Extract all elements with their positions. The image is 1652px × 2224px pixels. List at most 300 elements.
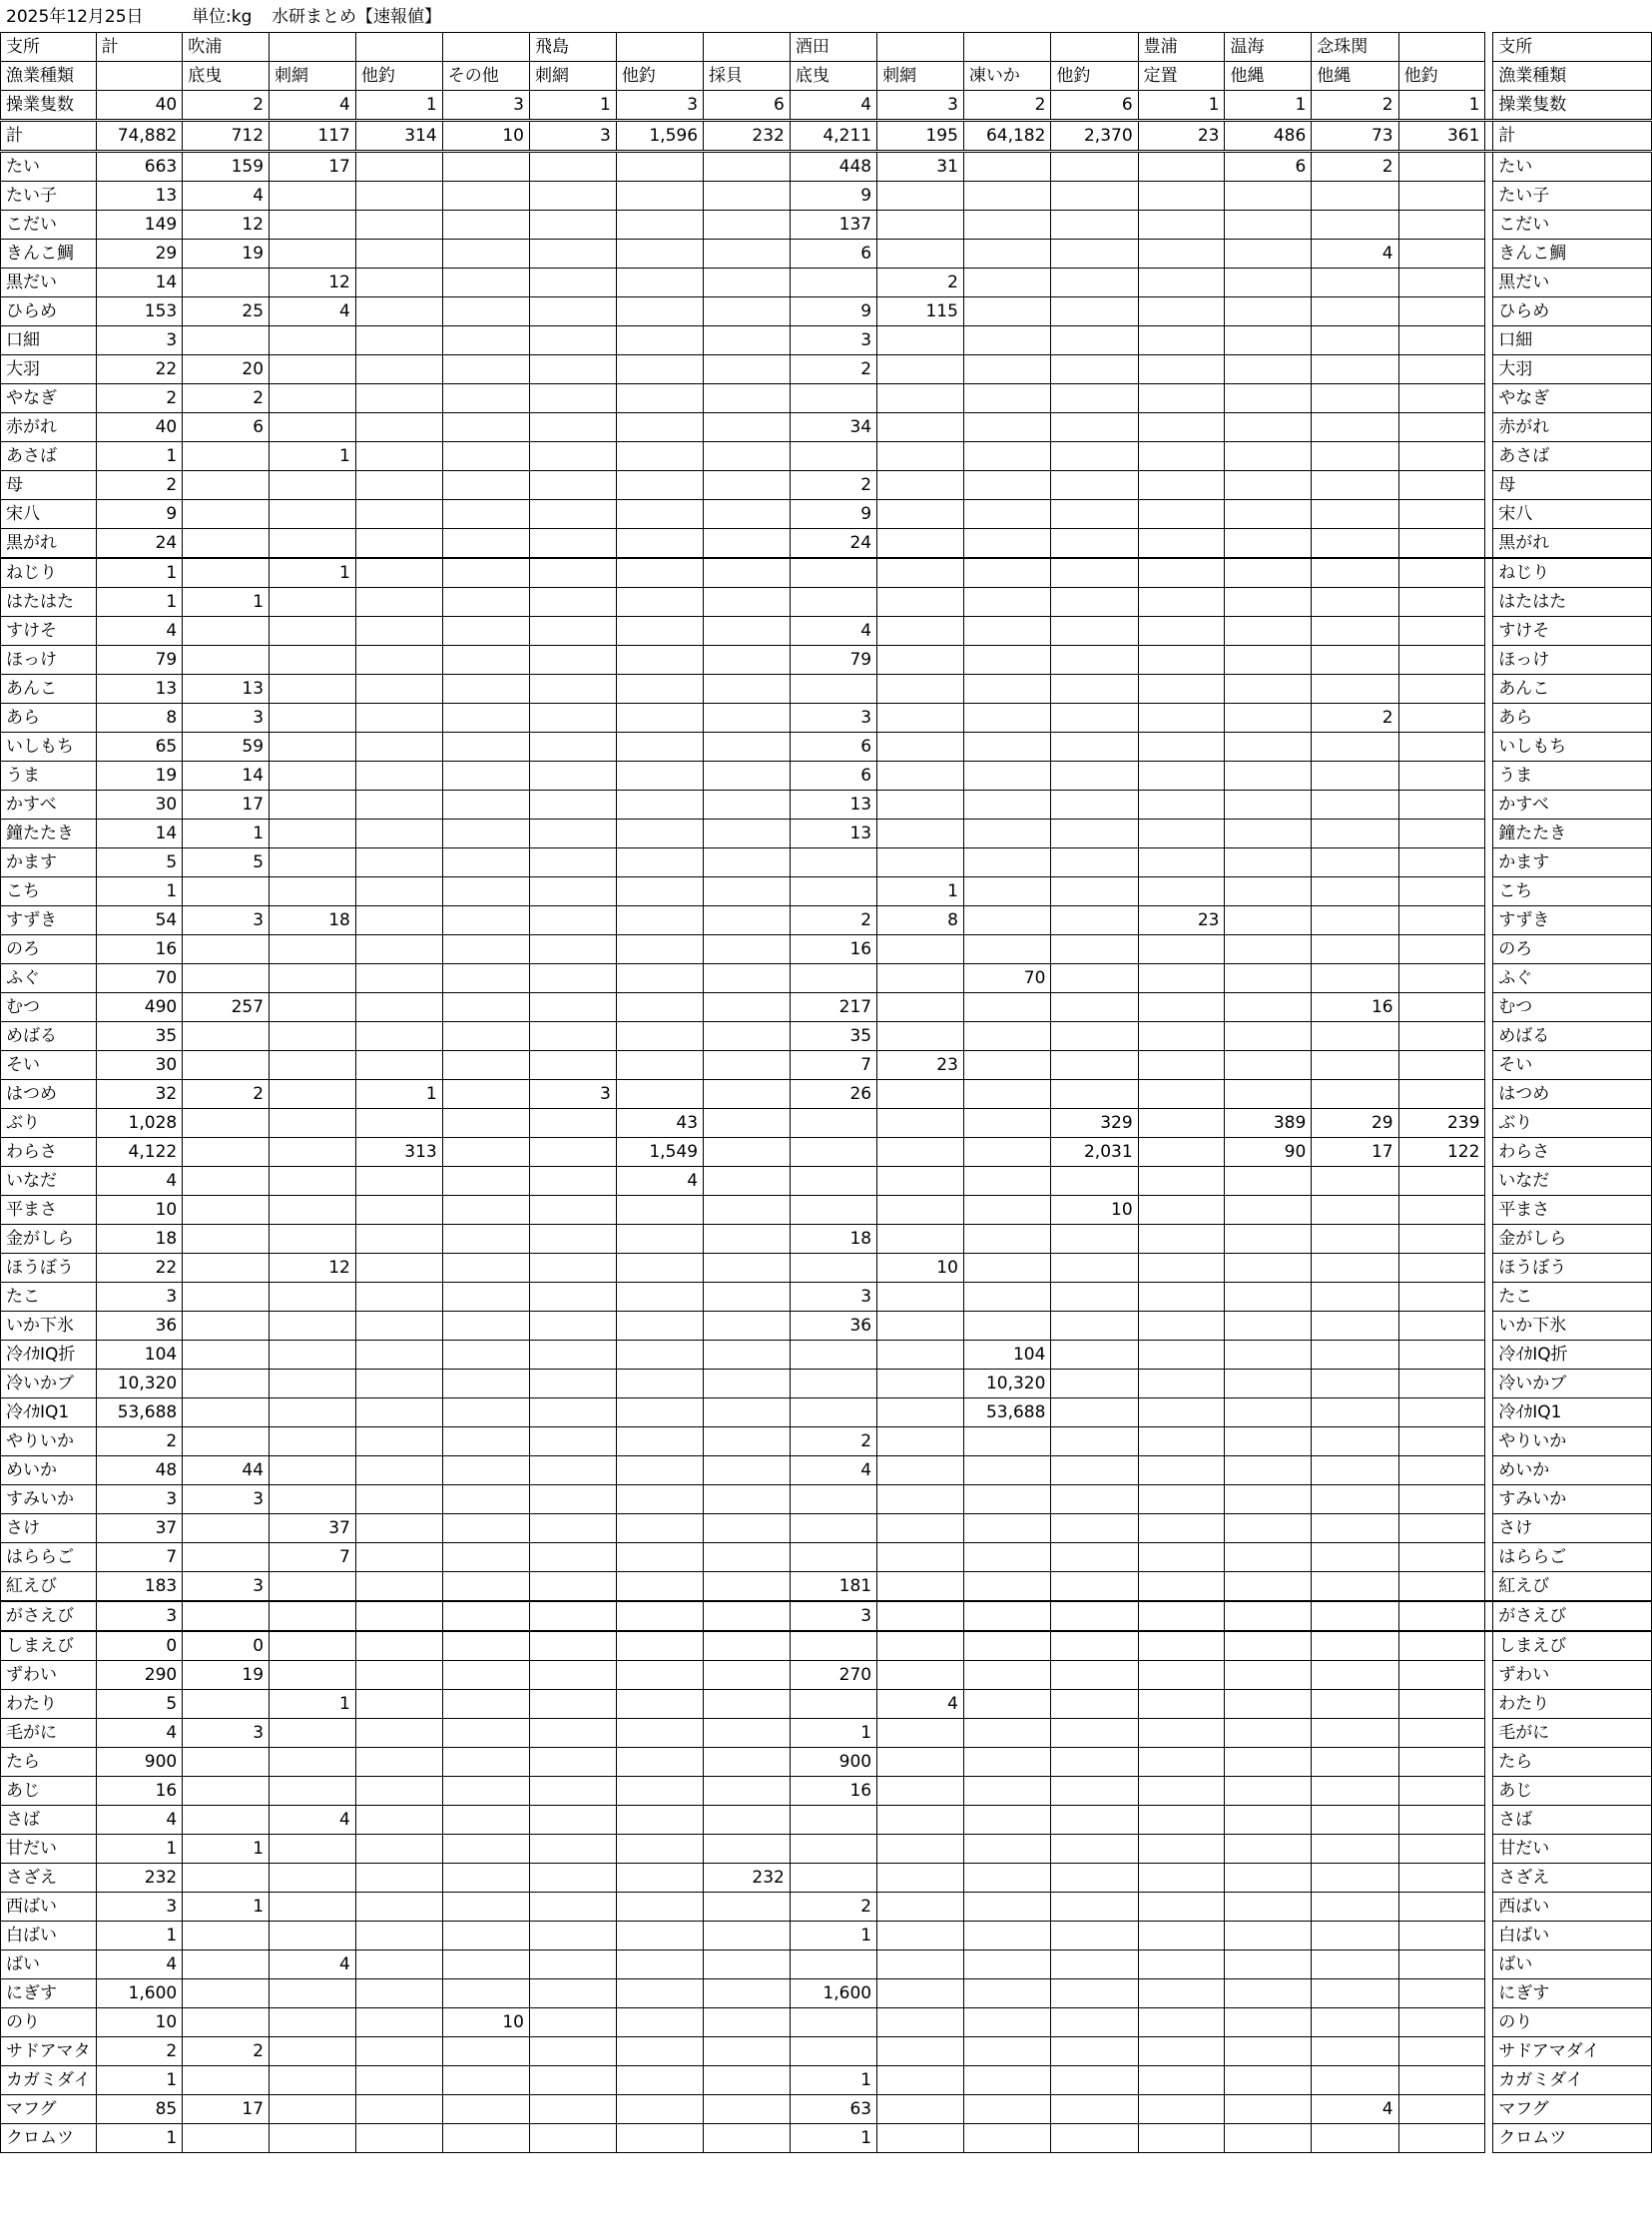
value-cell[interactable] [1051, 1543, 1138, 1572]
value-cell[interactable] [704, 1806, 791, 1835]
value-cell[interactable]: 36 [790, 1312, 876, 1341]
value-cell[interactable] [1138, 1138, 1225, 1167]
value-cell[interactable]: 36 [96, 1312, 183, 1341]
value-cell[interactable]: 1 [96, 1835, 183, 1864]
species-name[interactable]: 黒がれ [1, 529, 97, 559]
value-cell[interactable] [616, 733, 703, 762]
value-cell[interactable]: 6 [1051, 91, 1138, 121]
value-cell[interactable] [616, 1893, 703, 1922]
species-name-right[interactable]: のろ [1493, 935, 1652, 964]
value-cell[interactable]: 137 [790, 211, 876, 240]
species-name[interactable]: ねじり [1, 558, 97, 588]
value-cell[interactable] [704, 877, 791, 906]
value-cell[interactable] [1225, 2066, 1312, 2095]
value-cell[interactable]: 4 [96, 1167, 183, 1196]
value-cell[interactable] [1398, 1514, 1485, 1543]
species-name-right[interactable]: めいか [1493, 1456, 1652, 1485]
species-name-right[interactable]: かます [1493, 848, 1652, 877]
value-cell[interactable] [616, 617, 703, 646]
value-cell[interactable] [1138, 1777, 1225, 1806]
value-cell[interactable] [442, 848, 529, 877]
value-cell[interactable] [529, 1398, 616, 1427]
value-cell[interactable]: 24 [96, 529, 183, 559]
value-cell[interactable] [963, 1719, 1051, 1748]
value-cell[interactable] [442, 1485, 529, 1514]
species-name[interactable]: わらさ [1, 1138, 97, 1167]
species-name-right[interactable]: あら [1493, 704, 1652, 733]
value-cell[interactable] [704, 1167, 791, 1196]
value-cell[interactable]: 1 [1398, 91, 1485, 121]
value-cell[interactable]: 20 [183, 355, 270, 384]
value-cell[interactable] [442, 993, 529, 1022]
species-name[interactable]: たい子 [1, 182, 97, 211]
value-cell[interactable] [529, 1312, 616, 1341]
value-cell[interactable] [1051, 269, 1138, 297]
value-cell[interactable] [1398, 1022, 1485, 1051]
value-cell[interactable]: 37 [96, 1514, 183, 1543]
value-cell[interactable] [1398, 413, 1485, 442]
value-cell[interactable] [1225, 1485, 1312, 1514]
value-cell[interactable] [1138, 733, 1225, 762]
value-cell[interactable] [529, 762, 616, 791]
value-cell[interactable]: 2 [1312, 152, 1398, 182]
value-cell[interactable]: 23 [877, 1051, 964, 1080]
value-cell[interactable] [790, 1690, 876, 1719]
value-cell[interactable] [270, 2066, 356, 2095]
value-cell[interactable] [1225, 1631, 1312, 1661]
value-cell[interactable]: 486 [1225, 121, 1312, 152]
value-cell[interactable] [877, 1485, 964, 1514]
value-cell[interactable] [442, 182, 529, 211]
value-cell[interactable] [616, 1806, 703, 1835]
value-cell[interactable] [1138, 2066, 1225, 2095]
value-cell[interactable] [1225, 529, 1312, 559]
value-cell[interactable] [1398, 384, 1485, 413]
value-cell[interactable]: 663 [96, 152, 183, 182]
value-cell[interactable] [963, 1601, 1051, 1631]
value-cell[interactable] [529, 1806, 616, 1835]
value-cell[interactable] [1225, 1196, 1312, 1225]
value-cell[interactable] [442, 1254, 529, 1283]
value-cell[interactable]: 1,600 [96, 1979, 183, 2008]
value-cell[interactable]: 10 [877, 1254, 964, 1283]
value-cell[interactable] [1225, 1661, 1312, 1690]
value-cell[interactable] [355, 1864, 442, 1893]
value-cell[interactable]: 1 [790, 1719, 876, 1748]
species-name-right[interactable]: さけ [1493, 1514, 1652, 1543]
value-cell[interactable]: 1 [355, 1080, 442, 1109]
value-cell[interactable]: 40 [96, 91, 183, 121]
row-label-right[interactable]: 漁業種類 [1493, 62, 1652, 91]
value-cell[interactable] [616, 1225, 703, 1254]
value-cell[interactable] [704, 1254, 791, 1283]
value-cell[interactable] [1051, 326, 1138, 355]
value-cell[interactable] [442, 1661, 529, 1690]
value-cell[interactable] [1398, 588, 1485, 617]
value-cell[interactable] [1225, 442, 1312, 471]
value-cell[interactable] [790, 269, 876, 297]
value-cell[interactable] [704, 964, 791, 993]
species-name-right[interactable]: きんこ鯛 [1493, 240, 1652, 269]
value-cell[interactable] [1051, 1312, 1138, 1341]
value-cell[interactable] [1398, 1254, 1485, 1283]
value-cell[interactable] [355, 1601, 442, 1631]
value-cell[interactable] [1398, 1777, 1485, 1806]
value-cell[interactable] [963, 2095, 1051, 2124]
value-cell[interactable]: 257 [183, 993, 270, 1022]
value-cell[interactable] [1138, 791, 1225, 820]
value-cell[interactable]: 32 [96, 1080, 183, 1109]
value-cell[interactable] [704, 617, 791, 646]
value-cell[interactable] [1312, 2008, 1398, 2037]
species-name[interactable]: にぎす [1, 1979, 97, 2008]
value-cell[interactable] [963, 355, 1051, 384]
value-cell[interactable] [1225, 1777, 1312, 1806]
species-name[interactable]: 口細 [1, 326, 97, 355]
value-cell[interactable]: 329 [1051, 1109, 1138, 1138]
species-name-right[interactable]: やりいか [1493, 1427, 1652, 1456]
value-cell[interactable] [1398, 529, 1485, 559]
value-cell[interactable] [877, 1864, 964, 1893]
value-cell[interactable]: 153 [96, 297, 183, 326]
value-cell[interactable] [616, 1283, 703, 1312]
value-cell[interactable] [1312, 2124, 1398, 2153]
value-cell[interactable] [270, 993, 356, 1022]
value-cell[interactable] [355, 1254, 442, 1283]
value-cell[interactable] [877, 848, 964, 877]
value-cell[interactable] [529, 848, 616, 877]
value-cell[interactable]: 232 [96, 1864, 183, 1893]
value-cell[interactable]: 217 [790, 993, 876, 1022]
value-cell[interactable]: 1 [270, 558, 356, 588]
value-cell[interactable] [529, 1777, 616, 1806]
value-cell[interactable] [529, 355, 616, 384]
value-cell[interactable] [1312, 820, 1398, 848]
value-cell[interactable]: 9 [790, 500, 876, 529]
species-name[interactable]: クロムツ [1, 2124, 97, 2153]
value-cell[interactable] [963, 733, 1051, 762]
value-cell[interactable] [183, 2008, 270, 2037]
value-cell[interactable] [1398, 1370, 1485, 1398]
value-cell[interactable] [704, 1748, 791, 1777]
value-cell[interactable] [529, 558, 616, 588]
species-name[interactable]: あじ [1, 1777, 97, 1806]
value-cell[interactable] [1051, 1427, 1138, 1456]
value-cell[interactable]: 117 [270, 121, 356, 152]
value-cell[interactable] [704, 733, 791, 762]
value-cell[interactable]: 53,688 [96, 1398, 183, 1427]
value-cell[interactable] [877, 1370, 964, 1398]
species-name[interactable]: 冷いかブ [1, 1370, 97, 1398]
value-cell[interactable] [442, 1514, 529, 1543]
value-cell[interactable] [442, 820, 529, 848]
value-cell[interactable]: 65 [96, 733, 183, 762]
value-cell[interactable] [442, 1835, 529, 1864]
value-cell[interactable] [529, 1254, 616, 1283]
species-name-right[interactable]: 平まさ [1493, 1196, 1652, 1225]
value-cell[interactable] [963, 1631, 1051, 1661]
value-cell[interactable] [355, 211, 442, 240]
value-cell[interactable] [1398, 1572, 1485, 1602]
value-cell[interactable] [877, 588, 964, 617]
value-cell[interactable] [355, 1777, 442, 1806]
value-cell[interactable] [529, 617, 616, 646]
value-cell[interactable] [442, 152, 529, 182]
value-cell[interactable] [616, 993, 703, 1022]
value-cell[interactable] [529, 1922, 616, 1950]
value-cell[interactable] [1051, 964, 1138, 993]
value-cell[interactable] [529, 1719, 616, 1748]
value-cell[interactable] [529, 1864, 616, 1893]
value-cell[interactable] [1312, 1806, 1398, 1835]
value-cell[interactable] [1051, 1806, 1138, 1835]
value-cell[interactable] [442, 588, 529, 617]
value-cell[interactable] [270, 675, 356, 704]
value-cell[interactable]: 389 [1225, 1109, 1312, 1138]
value-cell[interactable] [963, 558, 1051, 588]
value-cell[interactable] [1051, 240, 1138, 269]
value-cell[interactable] [963, 182, 1051, 211]
value-cell[interactable] [442, 1893, 529, 1922]
value-cell[interactable] [1398, 500, 1485, 529]
value-cell[interactable] [1312, 326, 1398, 355]
value-cell[interactable] [790, 877, 876, 906]
value-cell[interactable] [1312, 1427, 1398, 1456]
value-cell[interactable] [442, 2066, 529, 2095]
value-cell[interactable] [529, 1485, 616, 1514]
value-cell[interactable] [963, 1167, 1051, 1196]
value-cell[interactable]: 2 [1312, 704, 1398, 733]
species-name[interactable]: はららご [1, 1543, 97, 1572]
value-cell[interactable]: 4 [270, 91, 356, 121]
value-cell[interactable] [616, 2124, 703, 2153]
value-cell[interactable] [1225, 1254, 1312, 1283]
value-cell[interactable] [1225, 240, 1312, 269]
species-name-right[interactable]: すけそ [1493, 617, 1652, 646]
species-name[interactable]: ほっけ [1, 646, 97, 675]
value-cell[interactable] [963, 500, 1051, 529]
value-cell[interactable]: 16 [790, 1777, 876, 1806]
value-cell[interactable]: 4 [270, 297, 356, 326]
value-cell[interactable] [1225, 1312, 1312, 1341]
species-name[interactable]: いか下氷 [1, 1312, 97, 1341]
value-cell[interactable] [616, 1398, 703, 1427]
species-name-right[interactable]: あじ [1493, 1777, 1652, 1806]
value-cell[interactable]: 29 [1312, 1109, 1398, 1138]
value-cell[interactable] [1312, 1196, 1398, 1225]
value-cell[interactable] [1225, 1051, 1312, 1080]
value-cell[interactable] [790, 588, 876, 617]
value-cell[interactable] [1225, 617, 1312, 646]
value-cell[interactable]: 1 [183, 820, 270, 848]
value-cell[interactable] [355, 269, 442, 297]
value-cell[interactable]: 361 [1398, 121, 1485, 152]
value-cell[interactable] [616, 1835, 703, 1864]
value-cell[interactable] [1051, 384, 1138, 413]
value-cell[interactable] [704, 1312, 791, 1341]
value-cell[interactable]: 3 [616, 91, 703, 121]
value-cell[interactable] [529, 1341, 616, 1370]
value-cell[interactable] [355, 993, 442, 1022]
value-cell[interactable] [1138, 413, 1225, 442]
value-cell[interactable]: 4 [616, 1167, 703, 1196]
value-cell[interactable] [963, 529, 1051, 559]
value-cell[interactable] [1051, 1631, 1138, 1661]
value-cell[interactable] [442, 1719, 529, 1748]
value-cell[interactable] [963, 326, 1051, 355]
value-cell[interactable] [616, 935, 703, 964]
value-cell[interactable]: 85 [96, 2095, 183, 2124]
value-cell[interactable] [877, 675, 964, 704]
value-cell[interactable] [270, 1167, 356, 1196]
value-cell[interactable]: 1 [183, 1893, 270, 1922]
value-cell[interactable] [1225, 1427, 1312, 1456]
value-cell[interactable] [355, 877, 442, 906]
value-cell[interactable] [355, 675, 442, 704]
value-cell[interactable] [442, 384, 529, 413]
value-cell[interactable] [877, 2037, 964, 2066]
value-cell[interactable] [270, 2008, 356, 2037]
species-name-right[interactable]: ねじり [1493, 558, 1652, 588]
value-cell[interactable] [442, 1312, 529, 1341]
value-cell[interactable] [616, 1601, 703, 1631]
species-name[interactable]: さば [1, 1806, 97, 1835]
value-cell[interactable] [529, 152, 616, 182]
value-cell[interactable] [442, 1950, 529, 1979]
value-cell[interactable] [442, 355, 529, 384]
value-cell[interactable] [616, 1051, 703, 1080]
value-cell[interactable] [790, 1138, 876, 1167]
value-cell[interactable] [1051, 617, 1138, 646]
value-cell[interactable] [616, 33, 703, 62]
value-cell[interactable]: 他釣 [616, 62, 703, 91]
value-cell[interactable] [270, 355, 356, 384]
value-cell[interactable] [616, 1864, 703, 1893]
value-cell[interactable] [616, 964, 703, 993]
value-cell[interactable]: 1 [96, 442, 183, 471]
value-cell[interactable] [1225, 993, 1312, 1022]
species-name[interactable]: がさえび [1, 1601, 97, 1631]
value-cell[interactable]: 念珠関 [1312, 33, 1398, 62]
value-cell[interactable]: 温海 [1225, 33, 1312, 62]
value-cell[interactable]: 29 [96, 240, 183, 269]
value-cell[interactable] [877, 791, 964, 820]
value-cell[interactable]: 他釣 [1051, 62, 1138, 91]
value-cell[interactable] [1051, 1777, 1138, 1806]
value-cell[interactable] [963, 704, 1051, 733]
value-cell[interactable] [442, 240, 529, 269]
value-cell[interactable] [355, 1835, 442, 1864]
species-name[interactable]: 鐘たたき [1, 820, 97, 848]
value-cell[interactable] [355, 1196, 442, 1225]
value-cell[interactable] [1138, 1748, 1225, 1777]
value-cell[interactable] [1051, 529, 1138, 559]
value-cell[interactable] [1398, 1398, 1485, 1427]
value-cell[interactable] [616, 240, 703, 269]
value-cell[interactable] [442, 1398, 529, 1427]
value-cell[interactable] [704, 442, 791, 471]
value-cell[interactable] [616, 269, 703, 297]
species-name[interactable]: 毛がに [1, 1719, 97, 1748]
value-cell[interactable] [963, 1485, 1051, 1514]
value-cell[interactable] [704, 2124, 791, 2153]
species-name-right[interactable]: のり [1493, 2008, 1652, 2037]
species-name[interactable]: はつめ [1, 1080, 97, 1109]
value-cell[interactable] [704, 1398, 791, 1427]
value-cell[interactable] [1312, 355, 1398, 384]
value-cell[interactable] [1312, 1514, 1398, 1543]
species-name[interactable]: 母 [1, 471, 97, 500]
value-cell[interactable] [616, 1456, 703, 1485]
value-cell[interactable] [1312, 1979, 1398, 2008]
value-cell[interactable] [790, 2037, 876, 2066]
value-cell[interactable] [529, 1427, 616, 1456]
value-cell[interactable] [1398, 762, 1485, 791]
value-cell[interactable] [1225, 762, 1312, 791]
species-name-right[interactable]: 冷ｲｶIQ1 [1493, 1398, 1652, 1427]
value-cell[interactable] [616, 558, 703, 588]
value-cell[interactable] [877, 1167, 964, 1196]
value-cell[interactable] [1225, 935, 1312, 964]
value-cell[interactable] [1398, 211, 1485, 240]
value-cell[interactable] [1138, 1893, 1225, 1922]
value-cell[interactable] [529, 1661, 616, 1690]
value-cell[interactable] [1312, 1835, 1398, 1864]
species-name-right[interactable]: 黒がれ [1493, 529, 1652, 559]
value-cell[interactable]: 6 [790, 733, 876, 762]
value-cell[interactable] [877, 617, 964, 646]
value-cell[interactable] [1312, 384, 1398, 413]
value-cell[interactable] [790, 1167, 876, 1196]
value-cell[interactable] [704, 993, 791, 1022]
value-cell[interactable] [529, 1601, 616, 1631]
value-cell[interactable]: 4 [1312, 2095, 1398, 2124]
value-cell[interactable] [183, 500, 270, 529]
value-cell[interactable] [790, 1514, 876, 1543]
value-cell[interactable]: 74,882 [96, 121, 183, 152]
value-cell[interactable] [616, 820, 703, 848]
value-cell[interactable]: 刺網 [877, 62, 964, 91]
value-cell[interactable] [1312, 413, 1398, 442]
value-cell[interactable] [616, 588, 703, 617]
value-cell[interactable] [1398, 2008, 1485, 2037]
value-cell[interactable] [1138, 1167, 1225, 1196]
value-cell[interactable] [183, 964, 270, 993]
value-cell[interactable] [704, 1138, 791, 1167]
value-cell[interactable] [963, 1893, 1051, 1922]
value-cell[interactable]: 1,600 [790, 1979, 876, 2008]
value-cell[interactable]: 1 [529, 91, 616, 121]
value-cell[interactable] [1312, 1893, 1398, 1922]
value-cell[interactable] [1138, 182, 1225, 211]
value-cell[interactable] [442, 1370, 529, 1398]
value-cell[interactable] [1312, 848, 1398, 877]
value-cell[interactable] [442, 1631, 529, 1661]
value-cell[interactable] [1225, 733, 1312, 762]
value-cell[interactable] [1138, 1601, 1225, 1631]
value-cell[interactable] [529, 1370, 616, 1398]
value-cell[interactable] [877, 413, 964, 442]
value-cell[interactable]: 5 [96, 1690, 183, 1719]
value-cell[interactable]: 吹浦 [183, 33, 270, 62]
value-cell[interactable] [1398, 1950, 1485, 1979]
value-cell[interactable] [1312, 1661, 1398, 1690]
value-cell[interactable] [183, 646, 270, 675]
value-cell[interactable] [442, 1196, 529, 1225]
value-cell[interactable] [1138, 2008, 1225, 2037]
value-cell[interactable] [704, 935, 791, 964]
value-cell[interactable]: 16 [96, 935, 183, 964]
